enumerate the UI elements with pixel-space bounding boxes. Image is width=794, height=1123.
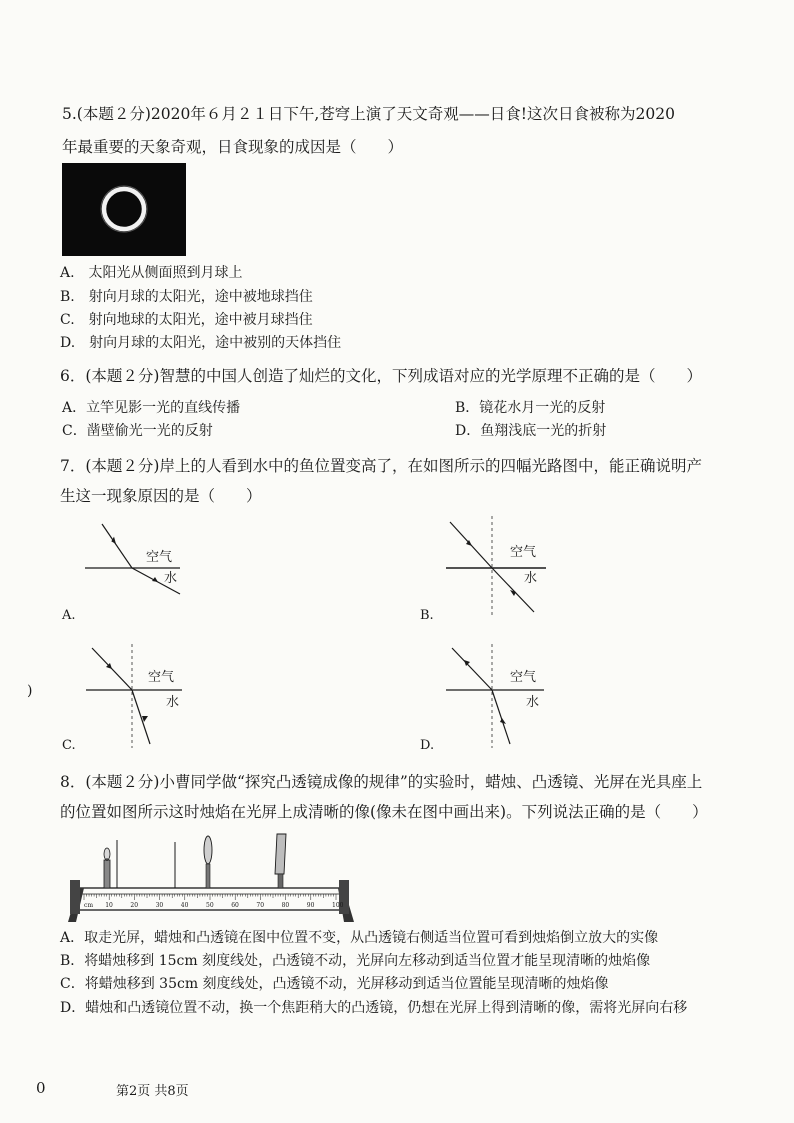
q8-option-c: C．将蜡烛移到 35cm 刻度线处，凸透镜不动，光屏移动到适当位置能呈现清晰的烛焰像 [60,976,609,992]
q6-option-c: C．凿壁偷光一光的反射 [62,423,213,439]
q6-option-a: A．立竿见影一光的直线传播 [62,400,241,416]
q7-letter-b: B. [420,608,434,623]
q8-option-b: B．将蜡烛移到 15cm 刻度线处，凸透镜不动，光屏向左移动到适当位置才能呈现清晰的烛焰像 [60,953,651,969]
eclipse-photo [62,163,186,256]
q7-diagram-c [82,640,202,750]
q7-letter-c: C. [62,738,76,753]
q7-letter-a: A. [62,608,76,623]
q7-c-water-label: 水 [166,695,180,710]
q7-b-air-label: 空气 [510,545,537,560]
q5-option-a: A. 太阳光从侧面照到月球上 [60,265,243,281]
q7-b-water-label: 水 [524,571,538,586]
q5-line1: 5.(本题２分)2020年６月２１日下午,苍穹上演了天文奇观——日食!这次日食被称为2020 [62,105,675,123]
q7-a-water-label: 水 [164,571,178,586]
ruler-tick-label: 20 [130,902,139,909]
q7-d-air-label: 空气 [510,670,537,685]
ruler-tick-label: 80 [281,902,290,909]
ruler-tick-label: 10 [105,902,113,909]
q8-option-a: A．取走光屏，蜡烛和凸透镜在图中位置不变，从凸透镜右侧适当位置可看到烛焰倒立放大的实像 [60,930,659,946]
ruler-tick-label: 60 [231,902,239,909]
ruler-tick-label: 30 [155,902,164,909]
q8-line1: 8．(本题２分)小曹同学做“探究凸透镜成像的规律”的实验时，蜡烛、凸透镜、光屏在光具座上 [60,773,703,791]
q5-option-b: B. 射向月球的太阳光，途中被地球挡住 [60,289,313,305]
q8-line2: 的位置如图所示这时烛焰在光屏上成清晰的像(像未在图中画出来)。下列说法正确的是（ ） [60,803,708,821]
q7-line1: 7．(本题２分)岸上的人看到水中的鱼位置变高了，在如图所示的四幅光路图中，能正确说明产 [60,457,702,475]
ruler-tick-label: 40 [180,902,189,909]
q5-option-d: D. 射向月球的太阳光，途中被别的天体挡住 [60,335,342,351]
q7-diagram-b [440,512,560,618]
ruler-tick-label: 50 [206,902,214,909]
q8-option-d: D．蜡烛和凸透镜位置不动，换一个焦距稍大的凸透镜，仍想在光屏上得到清晰的像，需将光屏向右移 [60,1000,688,1016]
q7-c-air-label: 空气 [148,670,175,685]
page-number: 第2页 共8页 [116,1084,189,1099]
q7-diagram-a [80,518,210,604]
optical-bench-diagram [60,830,360,928]
ruler-tick-label: 100 [332,902,344,909]
q7-a-air-label: 空气 [146,550,173,565]
q5-line2: 年最重要的天象奇观，日食现象的成因是（ ） [62,138,404,156]
q6-line1: 6．(本题２分)智慧的中国人创造了灿烂的文化，下列成语对应的光学原理不正确的是（ ） [60,367,702,385]
margin-mark: ) [27,683,33,699]
q7-d-water-label: 水 [526,695,540,710]
q7-line2: 生这一现象原因的是（ ） [60,487,262,505]
footer-corner-mark: 0 [36,1079,46,1097]
ruler-unit: cm [84,902,94,909]
q5-option-c: C. 射向地球的太阳光，途中被月球挡住 [60,312,313,328]
ruler-tick-label: 70 [256,902,265,909]
q7-letter-d: D. [420,738,435,753]
q6-option-d: D．鱼翔浅底一光的折射 [455,423,607,439]
q6-option-b: B．镜花水月一光的反射 [455,400,606,416]
ruler-tick-label: 90 [306,902,315,909]
q7-diagram-d [440,640,560,750]
